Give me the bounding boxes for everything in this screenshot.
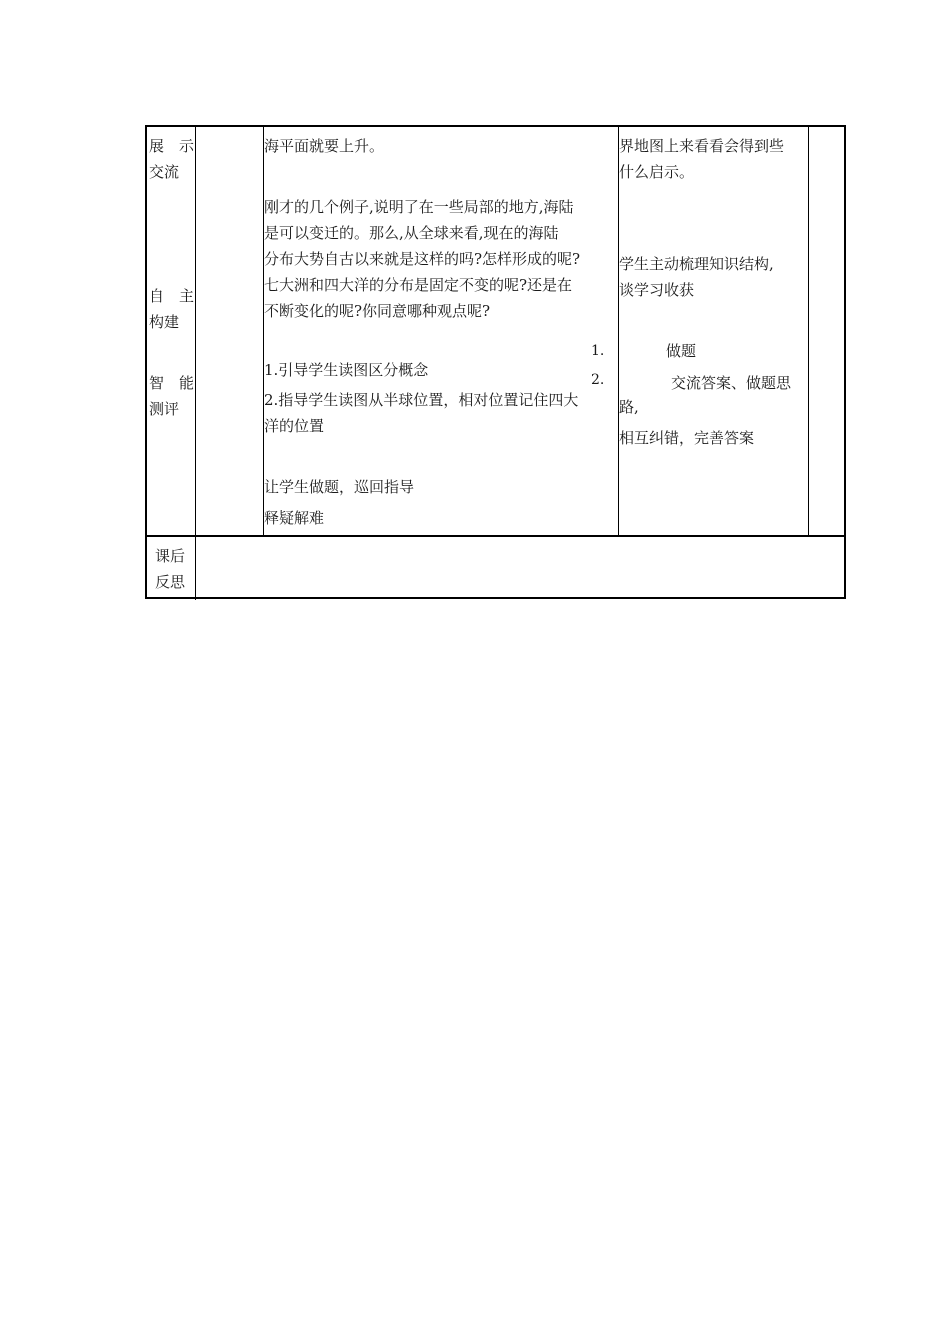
teacher-resolve: 释疑解难 <box>264 509 325 527</box>
teacher-paragraph-line-3: 分布大势自古以来就是这样的吗?怎样形成的呢? <box>264 250 581 268</box>
student-correct: 相互纠错，完善答案 <box>619 429 755 447</box>
student-summary-b: 谈学习收获 <box>619 281 695 299</box>
stage-label-self: 自 主 <box>149 287 195 305</box>
column-divider-3 <box>618 127 619 536</box>
column-divider-4 <box>808 127 809 536</box>
teacher-paragraph-line-1: 刚才的几个例子,说明了在一些局部的地方,海陆 <box>264 198 574 216</box>
reflection-label-b: 反思 <box>155 573 186 591</box>
list-number-2: 2. <box>591 372 605 388</box>
student-top-b: 什么启示。 <box>619 163 695 181</box>
teacher-paragraph-line-5: 不断变化的呢?你同意哪种观点呢? <box>264 302 491 320</box>
teacher-paragraph-line-2: 是可以变迁的。那么,从全球来看,现在的海陆 <box>264 224 559 242</box>
teacher-task: 让学生做题，巡回指导 <box>264 478 415 496</box>
teacher-guide-2a: 2.指导学生读图从半球位置，相对位置记住四大 <box>264 391 579 409</box>
student-exchange-b: 路, <box>619 398 639 416</box>
teacher-guide-1: 1.引导学生读图区分概念 <box>264 361 429 379</box>
stage-label-exchange: 交流 <box>149 163 180 181</box>
reflection-label-a: 课后 <box>155 547 186 565</box>
stage-label-display: 展 示 <box>149 137 195 155</box>
lesson-plan-table <box>145 125 846 599</box>
list-number-1: 1. <box>591 343 605 359</box>
stage-label-construct: 构建 <box>149 313 180 331</box>
stage-label-evaluate: 测评 <box>149 400 180 418</box>
student-exchange-a: 交流答案、做题思 <box>671 374 792 392</box>
stage-label-smart: 智 能 <box>149 374 195 392</box>
teacher-guide-2b: 洋的位置 <box>264 417 325 435</box>
teacher-paragraph-line-4: 七大洲和四大洋的分布是固定不变的呢?还是在 <box>264 276 573 294</box>
column-divider-1 <box>195 127 196 600</box>
student-summary-a: 学生主动梳理知识结构, <box>619 255 774 273</box>
reflection-content-cell <box>196 537 844 599</box>
teacher-line-top: 海平面就要上升。 <box>264 137 385 155</box>
student-do-exercise: 做题 <box>666 342 697 360</box>
student-top-a: 界地图上来看看会得到些 <box>619 137 785 155</box>
